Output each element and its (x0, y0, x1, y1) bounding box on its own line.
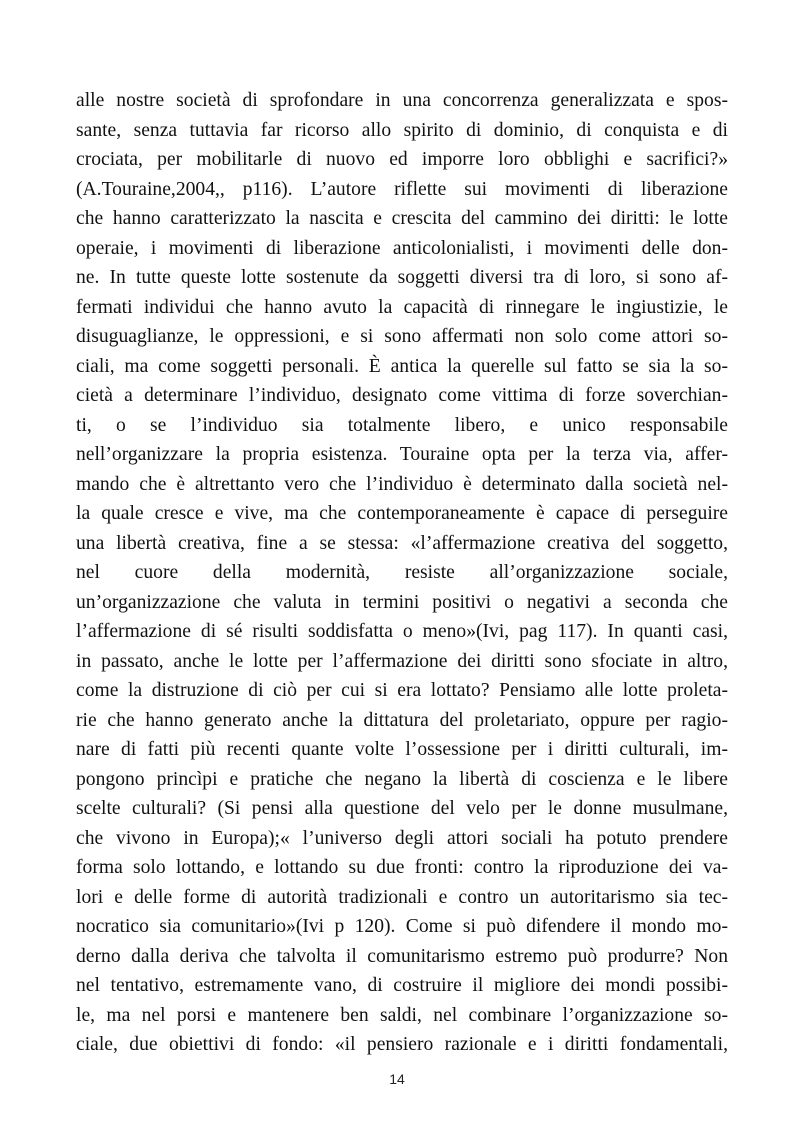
text-line: nare di fatti più recenti quante volte l’ossessione per i diritti culturali, im- (76, 739, 728, 760)
text-line: un’organizzazione che valuta in termini positivi o negativi a seconda che (76, 591, 728, 613)
text-line: ciale, due obiettivi di fondo: «il pensiero razionale e i diritti fondamentali, (76, 1034, 728, 1055)
text-line: crociata, per mobilitarle di nuovo ed imporre loro obblighi e sacrifici?» (76, 149, 728, 170)
text-line: sante, senza tuttavia far ricorso allo spirito di dominio, di conquista e di (76, 119, 728, 141)
text-line: in passato, anche le lotte per l’affermazione dei diritti sono sfociate in altro, (76, 650, 728, 672)
text-line: cietà a determinare l’individuo, designato come vittima di forze soverchian- (76, 385, 728, 406)
text-line: scelte culturali? (Si pensi alla questione del velo per le donne musulmane, (76, 798, 728, 819)
text-line: pongono princìpi e pratiche che negano la libertà di coscienza e le libere (76, 768, 728, 790)
text-line: ciali, ma come soggetti personali. È antica la querelle sul fatto se sia la so- (76, 355, 728, 377)
text-line: fermati individui che hanno avuto la capacità di rinnegare le ingiustizie, le (76, 296, 728, 318)
text-line: derno dalla deriva che talvolta il comunitarismo estremo può produrre? Non (76, 945, 728, 967)
text-line: che hanno caratterizzato la nascita e crescita del cammino dei diritti: le lotte (76, 208, 728, 229)
text-line: nel cuore della modernità, resiste all’organizzazione sociale, (76, 562, 728, 583)
body-paragraph (76, 86, 728, 1060)
text-line: mando che è altrettanto vero che l’individuo è determinato dalla società nel- (76, 473, 728, 495)
text-line: l’affermazione di sé risulti soddisfatta o meno»(Ivi, pag 117). In quanti casi, (76, 621, 728, 642)
text-line: (A.Touraine,2004,, p116). L’autore riflette sui movimenti di liberazione (76, 178, 728, 200)
text-line: lori e delle forme di autorità tradizionali e contro un autoritarismo sia tec- (76, 886, 728, 908)
text-line: le, ma nel porsi e mantenere ben saldi, nel combinare l’organizzazione so- (76, 1004, 728, 1026)
text-line: una libertà creativa, fine a se stessa: «l’affermazione creativa del soggetto, (76, 532, 728, 554)
text-line: alle nostre società di sprofondare in una concorrenza generalizzata e spos- (76, 90, 728, 111)
text-line: nel tentativo, estremamente vano, di costruire il migliore dei mondi possibi- (76, 975, 728, 996)
text-line: come la distruzione di ciò per cui si era lottato? Pensiamo alle lotte proleta- (76, 680, 728, 701)
text-line: che vivono in Europa);« l’universo degli attori sociali ha potuto prendere (76, 827, 728, 849)
text-line: ti, o se l’individuo sia totalmente libero, e unico responsabile (76, 414, 728, 436)
text-line: forma solo lottando, e lottando su due fronti: contro la riproduzione dei va- (76, 857, 728, 878)
text-line: rie che hanno generato anche la dittatura del proletariato, oppure per ragio- (76, 709, 728, 731)
text-line: operaie, i movimenti di liberazione anticolonialisti, i movimenti delle don- (76, 237, 728, 259)
text-line: nocratico sia comunitario»(Ivi p 120). Come si può difendere il mondo mo- (76, 916, 728, 937)
text-line: la quale cresce e vive, ma che contemporaneamente è capace di perseguire (76, 503, 728, 524)
page-number: 14 (389, 1071, 405, 1087)
text-line: ne. In tutte queste lotte sostenute da soggetti diversi tra di loro, si sono af- (76, 267, 728, 288)
text-line: nell’organizzare la propria esistenza. Touraine opta per la terza via, affer- (76, 444, 728, 465)
text-line: disuguaglianze, le oppressioni, e si sono affermati non solo come attori so- (76, 326, 728, 347)
